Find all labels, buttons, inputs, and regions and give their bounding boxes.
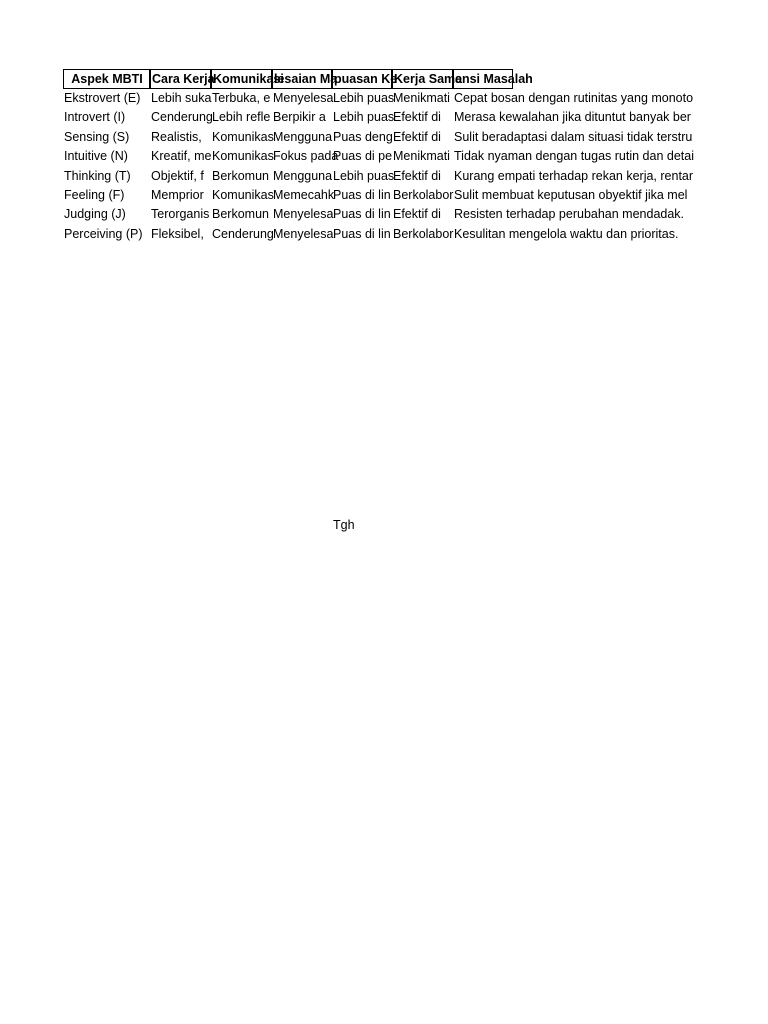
table-row <box>0 147 768 166</box>
table-cell[interactable]: Realistis, <box>151 130 202 144</box>
table-cell[interactable]: Fokus pada <box>273 149 339 163</box>
header-komunikasi[interactable]: Komunikasi <box>211 69 272 89</box>
table-cell[interactable]: Berkomun <box>212 169 269 183</box>
table-cell[interactable]: Puas di pe <box>333 149 393 163</box>
table-row <box>0 167 768 186</box>
table-cell[interactable]: Berkolabor <box>393 188 454 202</box>
table-cell[interactable]: Komunikas <box>212 130 274 144</box>
table-row <box>0 89 768 108</box>
table-cell[interactable]: Puas deng <box>333 130 393 144</box>
row-label-cell[interactable]: Ekstrovert (E) <box>64 91 141 105</box>
table-cell[interactable]: Kreatif, me <box>151 149 212 163</box>
table-cell[interactable]: Cenderung <box>151 110 213 124</box>
table-cell[interactable]: Mengguna <box>273 130 333 144</box>
table-cell[interactable]: Sulit beradaptasi dalam situasi tidak terstru <box>454 130 693 144</box>
table-row <box>0 225 768 244</box>
table-cell[interactable]: Menikmati <box>393 91 450 105</box>
row-label-cell[interactable]: Sensing (S) <box>64 130 130 144</box>
table-cell[interactable]: Puas di lin <box>333 188 391 202</box>
table-cell[interactable]: Komunikas <box>212 188 274 202</box>
table-cell[interactable]: Berpikir a <box>273 110 326 124</box>
table-cell[interactable]: Memecahk <box>273 188 335 202</box>
row-label-cell[interactable]: Perceiving (P) <box>64 227 143 241</box>
table-cell[interactable]: Fleksibel, <box>151 227 204 241</box>
table-cell[interactable]: Efektif di <box>393 130 441 144</box>
table-cell[interactable]: Lebih refle <box>212 110 271 124</box>
table-cell[interactable]: Terorganis <box>151 207 210 221</box>
table-row <box>0 108 768 127</box>
table-cell[interactable]: Puas di lin <box>333 227 391 241</box>
table-row <box>0 186 768 205</box>
table-cell[interactable]: Mengguna <box>273 169 333 183</box>
table-cell[interactable]: Menikmati <box>393 149 450 163</box>
table-cell[interactable]: Cepat bosan dengan rutinitas yang monoto <box>454 91 694 105</box>
row-label-cell[interactable]: Introvert (I) <box>64 110 126 124</box>
table-cell[interactable]: Puas di lin <box>333 207 391 221</box>
table-cell[interactable]: Berkolabor <box>393 227 454 241</box>
table-header-row <box>0 69 768 88</box>
table-cell[interactable]: Menyelesa <box>273 91 334 105</box>
row-label-cell[interactable]: Thinking (T) <box>64 169 131 183</box>
header-cara-kerja[interactable]: Cara Kerja <box>150 69 211 89</box>
table-cell[interactable]: Menyelesa <box>273 227 334 241</box>
table-cell[interactable]: Efektif di <box>393 207 441 221</box>
table-cell[interactable]: Cenderung <box>212 227 274 241</box>
table-cell[interactable]: Menyelesa <box>273 207 334 221</box>
table-cell[interactable]: Tidak nyaman dengan tugas rutin dan detai <box>454 149 694 163</box>
header-potensi-masalah[interactable]: ensi Masalah <box>453 69 513 89</box>
table-cell[interactable]: Memprior <box>151 188 204 202</box>
table-cell[interactable]: Efektif di <box>393 110 441 124</box>
table-cell[interactable]: Lebih puas <box>333 110 395 124</box>
header-penyelesaian-masalah[interactable]: lesaian Ma <box>272 69 332 89</box>
row-label-cell[interactable]: Judging (J) <box>64 207 126 221</box>
header-kepuasan-kerja[interactable]: puasan Ke <box>332 69 392 89</box>
table-row <box>0 128 768 147</box>
table-cell[interactable]: Komunikas <box>212 149 274 163</box>
table-cell[interactable]: Efektif di <box>393 169 441 183</box>
table-row <box>0 205 768 224</box>
table-cell[interactable]: Terbuka, e <box>212 91 271 105</box>
table-cell[interactable]: Sulit membuat keputusan obyektif jika mel <box>454 188 688 202</box>
table-cell[interactable]: Berkomun <box>212 207 269 221</box>
header-kerja-sama[interactable]: Kerja Sama <box>392 69 453 89</box>
table-cell[interactable]: Kesulitan mengelola waktu dan prioritas. <box>454 227 679 241</box>
header-aspek-mbti[interactable]: Aspek MBTI <box>63 69 150 89</box>
table-cell[interactable]: Merasa kewalahan jika dituntut banyak ber <box>454 110 691 124</box>
row-label-cell[interactable]: Feeling (F) <box>64 188 125 202</box>
table-cell[interactable]: Lebih puas <box>333 169 395 183</box>
table-cell[interactable]: Lebih suka <box>151 91 212 105</box>
row-label-cell[interactable]: Intuitive (N) <box>64 149 128 163</box>
table-cell[interactable]: Objektif, f <box>151 169 204 183</box>
table-cell[interactable]: Lebih puas <box>333 91 395 105</box>
note-cell[interactable]: Tgh <box>333 518 355 532</box>
table-cell[interactable]: Kurang empati terhadap rekan kerja, rentar <box>454 169 694 183</box>
table-cell[interactable]: Resisten terhadap perubahan mendadak. <box>454 207 685 221</box>
